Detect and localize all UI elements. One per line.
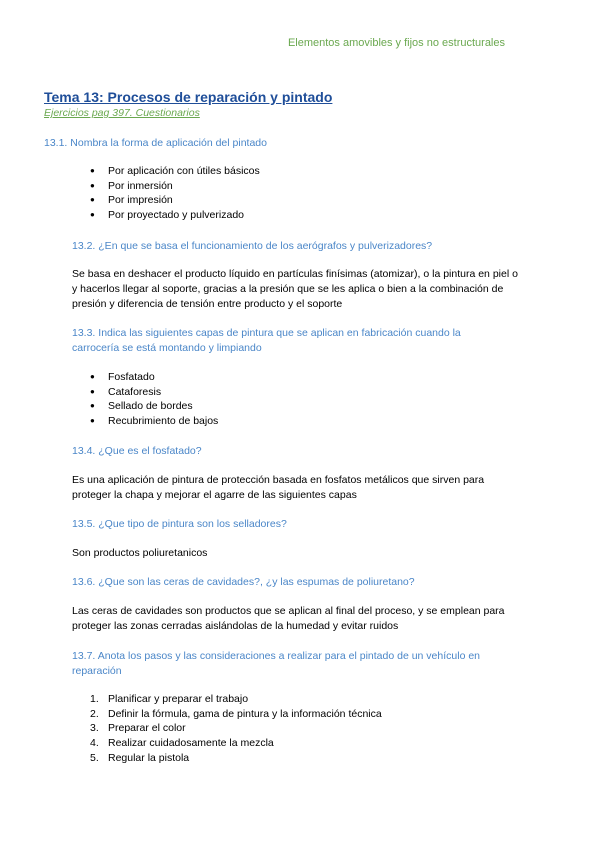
list-item <box>72 414 218 429</box>
bullet-icon: ● <box>90 166 95 175</box>
answer-13-4: Es una aplicación de pintura de protección basada en fosfatos metálicos que sirven para proteger la chapa y mejorar el agarre de las siguientes capas <box>72 474 485 502</box>
list-item-text: Por impresión <box>108 194 173 207</box>
step-text: Regular la pistola <box>108 751 190 764</box>
step-number: 4. <box>90 737 99 750</box>
answer-13-2: Se basa en deshacer el producto líquido en partículas finísimas (atomizar), o la pintura en piel o y hacerlos llegar al soporte, gracias a la presión que se les aplica o bien a la combinación de presión y diferencia de tensión entre producto y el soporte <box>72 268 518 311</box>
list-item-text: Por proyectado y pulverizado <box>108 209 244 222</box>
bullet-icon: ● <box>90 195 95 205</box>
list-item <box>72 164 260 179</box>
question-13-7: 13.7. Anota los pasos y las consideraciones a realizar para el pintado de un vehículo en reparación <box>72 650 481 677</box>
document-title[interactable]: Tema 13: Procesos de reparación y pintado <box>44 89 333 105</box>
step-text: Definir la fórmula, gama de pintura y la información técnica <box>108 707 382 720</box>
answer-13-6: Las ceras de cavidades son productos que se aplican al final del proceso, y se emplean para proteger las zonas cerradas aislándolas de la humedad y evitar ruidos <box>72 605 505 633</box>
list-item-text: Cataforesis <box>108 385 162 398</box>
step-number: 2. <box>90 707 99 720</box>
answer-steps-13-7 <box>72 692 382 765</box>
list-item <box>72 385 218 400</box>
step-text: Planificar y preparar el trabajo <box>108 693 249 705</box>
list-item <box>72 370 218 385</box>
answer-13-5: Son productos poliuretanicos <box>72 547 208 559</box>
step-item <box>72 692 382 707</box>
running-header: Elementos amovibles y fijos no estructurales <box>287 37 505 49</box>
step-item <box>72 721 382 736</box>
list-item <box>72 208 260 223</box>
step-item <box>72 751 382 766</box>
list-item <box>72 179 260 194</box>
bullet-icon: ● <box>90 180 95 190</box>
step-number: 5. <box>90 751 99 764</box>
step-text: Preparar el color <box>108 722 186 735</box>
step-item <box>72 736 382 751</box>
step-number: 1. <box>90 693 99 705</box>
question-13-5: 13.5. ¿Que tipo de pintura son los selladores? <box>72 518 287 530</box>
bullet-icon: ● <box>90 210 95 220</box>
list-item-text: Fosfatado <box>108 371 155 383</box>
question-13-4: 13.4. ¿Que es el fosfatado? <box>72 445 202 457</box>
question-13-3: 13.3. Indica las siguientes capas de pintura que se aplican en fabricación cuando la carrocería se está montando y limpiando <box>72 327 461 354</box>
bullet-icon: ● <box>90 416 95 426</box>
list-item-text: Recubrimiento de bajos <box>108 415 219 428</box>
bullet-icon: ● <box>90 386 95 396</box>
bullet-icon: ● <box>90 372 95 381</box>
question-13-6: 13.6. ¿Que son las ceras de cavidades?, ¿y las espumas de poliuretano? <box>72 576 415 588</box>
step-item <box>72 707 382 722</box>
list-item-text: Sellado de bordes <box>108 400 193 413</box>
list-item-text: Por aplicación con útiles básicos <box>108 165 260 177</box>
question-13-1: 13.1. Nombra la forma de aplicación del pintado <box>44 137 267 149</box>
question-13-2: 13.2. ¿En que se basa el funcionamiento de los aerógrafos y pulverizadores? <box>72 240 433 252</box>
list-item <box>72 399 218 414</box>
step-number: 3. <box>90 722 99 735</box>
list-item <box>72 193 260 208</box>
bullet-icon: ● <box>90 401 95 411</box>
document-subtitle-link[interactable]: Ejercicios pag 397. Cuestionarios <box>44 107 200 119</box>
answer-list-13-3 <box>72 370 218 429</box>
answer-list-13-1 <box>72 164 260 223</box>
step-text: Realizar cuidadosamente la mezcla <box>108 737 274 750</box>
list-item-text: Por inmersión <box>108 179 173 192</box>
